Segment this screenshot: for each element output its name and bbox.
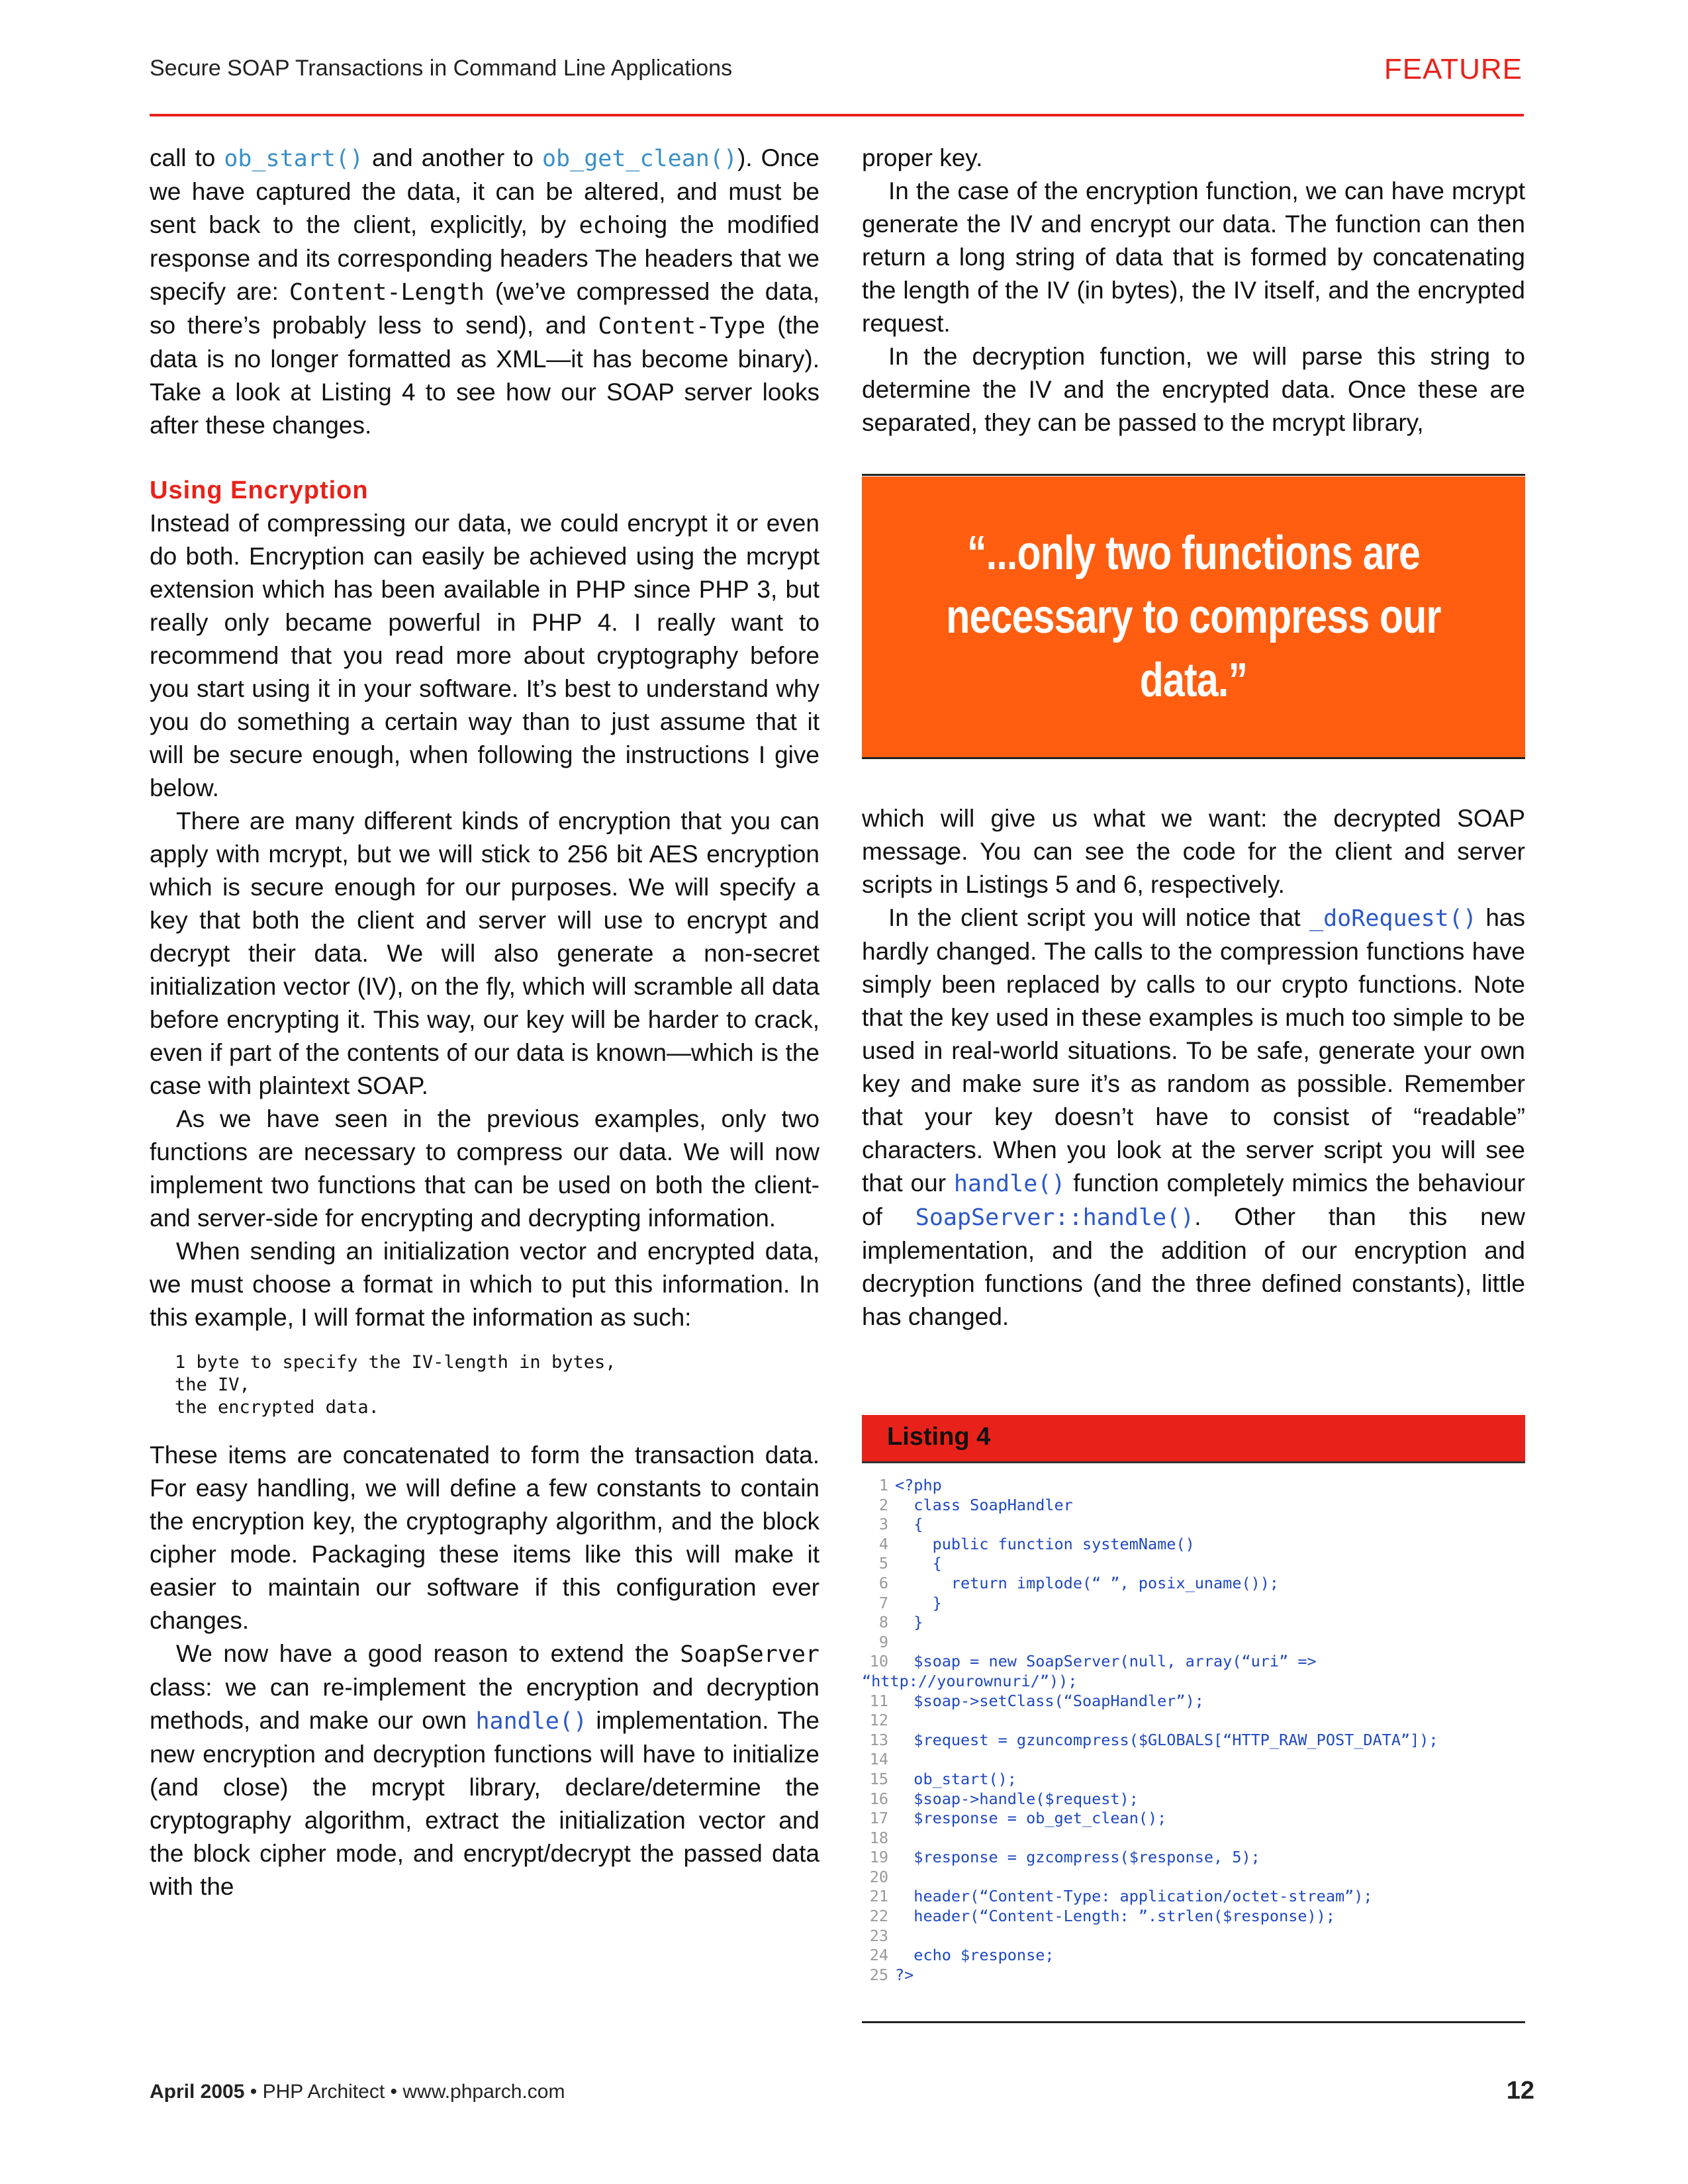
paragraph: In the case of the encryption function, we can have mcrypt generate the IV and encrypt our data. The function can then return a long string of data that is formed by concatenating the length of the IV (in bytes), the IV itself, and the encrypted request. [862, 177, 1525, 337]
code-text: } [895, 1613, 923, 1632]
code-line [862, 1652, 1525, 1672]
right-column-bottom [862, 802, 1525, 1334]
text: . Other than this new implementation, and the addition of our encryption and decryption functions (and the three defined constants), little has changed. [862, 1203, 1526, 1330]
inline-code: ob_get_clean() [541, 146, 737, 172]
code-listing [862, 1476, 1525, 1985]
bullet: • [390, 2081, 398, 2103]
code-text: $soap = new SoapServer(null, array(“uri” => [895, 1652, 1317, 1671]
code-line [862, 1848, 1525, 1868]
listing-title: Listing 4 [887, 1423, 991, 1451]
code-line [862, 1574, 1525, 1594]
line-number: 17 [869, 1809, 888, 1828]
line-number: 18 [869, 1828, 888, 1847]
line-number: 23 [869, 1926, 888, 1945]
code-line [862, 1515, 1525, 1535]
inline-code: echo [579, 212, 635, 239]
code-line [862, 1770, 1525, 1790]
pull-quote-bottom-rule [862, 757, 1525, 759]
line-number: 20 [869, 1867, 888, 1886]
line-number: 3 [878, 1515, 888, 1534]
code-text: { [895, 1515, 923, 1534]
line-number: 12 [869, 1711, 888, 1730]
bullet: • [250, 2081, 258, 2103]
paragraph [150, 142, 820, 442]
inline-code: ob_start() [224, 146, 364, 172]
code-text: ?> [895, 1965, 914, 1984]
code-text: ob_start(); [895, 1769, 1017, 1788]
left-column [150, 142, 820, 1903]
code-line [862, 1711, 1525, 1731]
paragraph: Instead of compressing our data, we could encrypt it or even do both. Encryption can easily be achieved using the mcrypt extension which has been available in PHP since PHP 3, but really only became powerful in PHP 4. I really want to recommend that you read more about cryptography before you start using it in your software. It’s best to understand why you do something a certain way than to just assume that it will be secure enough, when following the instructions I give below. [150, 510, 820, 801]
paragraph: As we have seen in the previous examples, only two functions are necessary to compress our data. We will now implement two functions that can be used on both the client- and server-side for encrypting and decrypting information. [150, 1105, 820, 1232]
line-number: 25 [869, 1965, 888, 1984]
line-number: 6 [878, 1573, 888, 1592]
text: has hardly changed. The calls to the compression functions have simply been replaced by calls to our crypto functions. Note that the key used in these examples is much too simple to be used in real-world situations. To be safe, generate your own key and make sure it’s as random as possible. Remember that your key doesn’t have to consist of “readable” characters. When you look at the server script you will see that our [862, 904, 1525, 1197]
paragraph [862, 901, 1525, 1334]
paragraph: When sending an initialization vector and encrypted data, we must choose a format in which to put this information. In this example, I will format the information as such: [150, 1238, 820, 1331]
inline-code: handle() [475, 1708, 588, 1735]
right-column-top [862, 142, 1525, 439]
text: ). Once we have captured the data, it can be altered, and must be sent back to the client, explicitly, by [150, 144, 820, 238]
code-line [862, 1633, 1525, 1653]
text: and another to [363, 144, 542, 171]
pull-quote-top-rule [862, 474, 1525, 476]
code-line [862, 1476, 1525, 1496]
paragraph: There are many different kinds of encryption that you can apply with mcrypt, but we will stick to 256 bit AES encryption which is secure enough for our purposes. We will specify a key that both the client and server will use to encrypt and decrypt their data. We will also generate a non-secret initialization vector (IV), on the fly, which will scramble all data before encrypting it. This way, our key will be harder to crack, even if part of the contents of our data is known—which is the case with plaintext SOAP. [150, 807, 820, 1099]
line-number: 24 [869, 1946, 888, 1965]
code-text: header(“Content-Type: application/octet-stream”); [895, 1887, 1373, 1906]
running-header-title: Secure SOAP Transactions in Command Line Applications [150, 56, 733, 81]
line-number: 8 [878, 1613, 888, 1632]
code-text: { [895, 1554, 942, 1573]
code-text: echo $response; [895, 1946, 1055, 1965]
code-text: $soap->setClass(“SoapHandler”); [895, 1691, 1204, 1710]
footer [150, 2081, 565, 2103]
format-example: 1 byte to specify the IV-length in bytes, the IV, the encrypted data. [175, 1352, 616, 1418]
footer-date: April 2005 [150, 2081, 245, 2103]
text: In the client script you will notice that [888, 904, 1310, 931]
code-line [862, 1594, 1525, 1614]
line-number: 13 [869, 1730, 888, 1749]
paragraph [150, 1637, 820, 1903]
code-text: $request = gzuncompress($GLOBALS[“HTTP_RAW_POST_DATA”]); [895, 1730, 1438, 1749]
page-number: 12 [1506, 2077, 1534, 2105]
text: We now have a good reason to extend the [176, 1640, 680, 1667]
line-number: 11 [869, 1691, 888, 1710]
code-text: $response = ob_get_clean(); [895, 1809, 1167, 1828]
section-heading: Using Encryption [150, 477, 369, 504]
text: ing the modified response and its corresponding headers The headers that we specify are: [150, 211, 820, 305]
paragraph: which will give us what we want: the decrypted SOAP message. You can see the code for the client and server scripts in Listings 5 and 6, respectively. [862, 805, 1525, 898]
code-line [862, 1750, 1525, 1770]
inline-code: Content-Length [289, 279, 485, 306]
code-line [862, 1809, 1525, 1829]
line-number: 1 [878, 1476, 888, 1494]
code-text: public function systemName() [895, 1534, 1195, 1553]
line-number: 19 [869, 1848, 888, 1867]
code-line [862, 1868, 1525, 1888]
text: call to [150, 144, 224, 171]
line-number: 4 [878, 1534, 888, 1553]
text: function completely mimics the behaviour of [862, 1169, 1525, 1230]
text: (the data is no longer formatted as XML—it has become binary). Take a look at Listing 4 to see how our SOAP server looks after these changes. [150, 312, 820, 439]
paragraph: These items are concatenated to form the transaction data. For easy handling, we will define a few constants to contain the encryption key, the cryptography algorithm, and the block cipher mode. Packaging these items like this will make it easier to maintain our software if this configuration ever changes. [150, 1441, 820, 1634]
line-number: 15 [869, 1769, 888, 1788]
inline-code: Content-Type [598, 313, 766, 340]
code-text: $response = gzcompress($response, 5); [895, 1848, 1260, 1867]
code-line [862, 1613, 1525, 1633]
line-number: 7 [878, 1593, 888, 1612]
code-text: <?php [895, 1476, 942, 1494]
inline-code: SoapServer::handle() [915, 1205, 1195, 1231]
pull-quote-text: “...only two functions are necessary to compress our data.” [946, 527, 1441, 707]
line-number: 10 [869, 1652, 888, 1671]
line-number: 14 [869, 1750, 888, 1769]
inline-code: SoapServer [680, 1641, 820, 1668]
inline-code: handle() [953, 1171, 1066, 1197]
code-line [862, 1887, 1525, 1907]
text: class: we can re-implement the encryption and decryption methods, and make our own [150, 1674, 820, 1734]
code-line [862, 1946, 1525, 1966]
pull-quote [862, 477, 1525, 757]
code-line [862, 1829, 1525, 1848]
code-text: class SoapHandler [895, 1495, 1073, 1514]
code-line [862, 1790, 1525, 1809]
section-label: FEATURE [1383, 53, 1523, 85]
footer-url: www.phparch.com [402, 2081, 565, 2103]
code-line [862, 1496, 1525, 1516]
line-number: 5 [878, 1554, 888, 1573]
code-line [862, 1907, 1525, 1927]
listing-header [862, 1415, 1525, 1463]
code-text: “http://yourownuri/”)); [862, 1671, 1078, 1690]
paragraph: In the decryption function, we will parse this string to determine the IV and the encrypted data. Once these are separated, they can be passed to the mcrypt library, [862, 343, 1525, 436]
line-number: 2 [878, 1495, 888, 1514]
inline-code: _doRequest() [1309, 905, 1477, 932]
code-text: } [895, 1593, 942, 1612]
text: implementation. The new encryption and decryption functions will have to initialize (and close) the mcrypt library, declare/determine the cryptography algorithm, extract the initialization vector and the block cipher mode, and encrypt/decrypt the passed data with the [150, 1707, 820, 1900]
code-line [862, 1731, 1525, 1751]
code-text: header(“Content-Length: ”.strlen($response)); [895, 1907, 1335, 1926]
text: (we’ve compressed the data, so there’s probably less to send), and [150, 278, 820, 339]
paragraph: proper key. [862, 144, 983, 171]
code-line [862, 1966, 1525, 1985]
footer-magazine: PHP Architect [262, 2081, 385, 2103]
code-text: $soap->handle($request); [895, 1789, 1139, 1808]
code-line [862, 1554, 1525, 1574]
code-line [862, 1535, 1525, 1555]
code-line [862, 1672, 1525, 1692]
code-line [862, 1692, 1525, 1711]
code-line [862, 1927, 1525, 1946]
line-number: 16 [869, 1789, 888, 1808]
code-text: return implode(“ ”, posix_uname()); [895, 1573, 1280, 1592]
line-number: 22 [869, 1907, 888, 1926]
line-number: 9 [878, 1632, 888, 1651]
header-rule [150, 114, 1524, 116]
line-number: 21 [869, 1887, 888, 1906]
listing-bottom-rule [862, 2021, 1525, 2023]
